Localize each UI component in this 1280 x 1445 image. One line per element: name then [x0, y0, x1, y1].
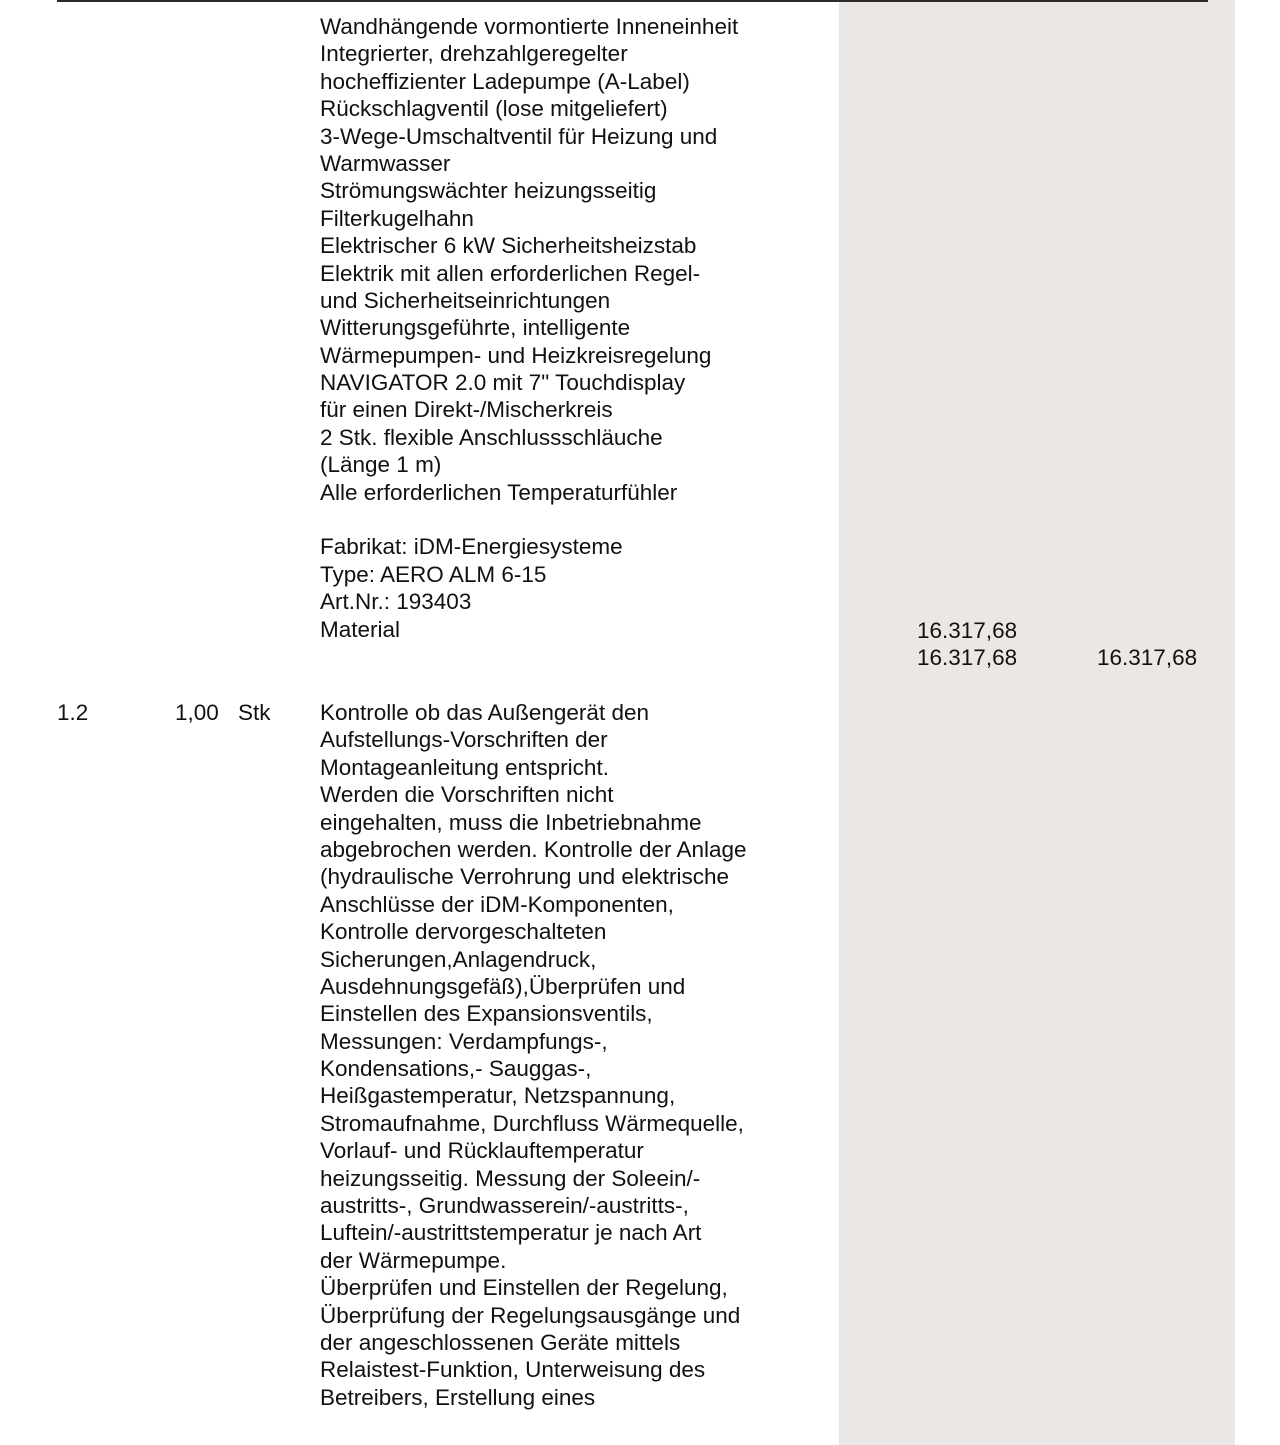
description-line: Integrierter, drehzahlgeregelter [320, 41, 628, 67]
description-line: für einen Direkt-/Mischerkreis [320, 397, 613, 423]
description-line: Rückschlagventil (lose mitgeliefert) [320, 96, 668, 122]
description-line: Warmwasser [320, 150, 451, 176]
description-line: Vorlauf- und Rücklauftemperatur [320, 1138, 644, 1164]
description-line: 3-Wege-Umschaltventil für Heizung und [320, 123, 718, 149]
position-1-1-description [320, 13, 738, 643]
description-line: Elektrik mit allen erforderlichen Regel- [320, 260, 701, 286]
description-line: Strömungswächter heizungsseitig [320, 178, 657, 204]
description-line: Heißgastemperatur, Netzspannung, [320, 1083, 676, 1109]
price-column-shading [839, 0, 1235, 1445]
description-line: Kontrolle dervorgeschalteten [320, 919, 607, 945]
table-top-rule [57, 0, 1208, 2]
description-line: Witterungsgeführte, intelligente [320, 315, 631, 341]
description-line: Wärmepumpen- und Heizkreisregelung [320, 342, 712, 368]
description-line: Überprüfen und Einstellen der Regelung, [320, 1275, 728, 1301]
description-line: Werden die Vorschriften nicht [320, 782, 614, 808]
position-number: 1.2 [57, 700, 89, 725]
description-line: Betreibers, Erstellung eines [320, 1384, 596, 1410]
description-line: Überprüfung der Regelungsausgänge und [320, 1302, 741, 1328]
description-line: Fabrikat: iDM-Energiesysteme [320, 534, 623, 560]
description-line: NAVIGATOR 2.0 mit 7" Touchdisplay [320, 370, 686, 396]
description-line: (Länge 1 m) [320, 452, 442, 478]
description-line: Alle erforderlichen Temperaturfühler [320, 479, 678, 505]
description-line: Stromaufnahme, Durchfluss Wärmequelle, [320, 1110, 744, 1136]
description-line: hocheffizienter Ladepumpe (A-Label) [320, 68, 690, 94]
description-line: Kondensations,- Sauggas-, [320, 1056, 592, 1082]
description-line: der angeschlossenen Geräte mittels [320, 1329, 681, 1355]
description-line: Anschlüsse der iDM-Komponenten, [320, 891, 674, 917]
description-blank-line [320, 506, 738, 533]
unit-price: 16.317,68 [917, 645, 1018, 670]
description-line: Art.Nr.: 193403 [320, 589, 472, 615]
description-line: Wandhängende vormontierte Inneneinheit [320, 14, 739, 39]
total-price: 16.317,68 [1097, 645, 1198, 670]
description-line: Ausdehnungsgefäß),Überprüfen und [320, 973, 686, 999]
material-price: 16.317,68 [917, 618, 1018, 643]
description-line: 2 Stk. flexible Anschlussschläuche [320, 424, 663, 450]
description-line: Luftein/-austrittstemperatur je nach Art [320, 1220, 702, 1246]
description-line: heizungsseitig. Messung der Soleein/- [320, 1165, 701, 1191]
description-line: eingehalten, muss die Inbetriebnahme [320, 809, 702, 835]
description-line: Material [320, 616, 401, 642]
description-line: Sicherungen,Anlagendruck, [320, 946, 597, 972]
description-line: Einstellen des Expansionsventils, [320, 1001, 653, 1027]
description-line: Messungen: Verdampfungs-, [320, 1028, 608, 1054]
description-line: der Wärmepumpe. [320, 1247, 507, 1273]
description-line: (hydraulische Verrohrung und elektrische [320, 864, 729, 890]
description-line: abgebrochen werden. Kontrolle der Anlage [320, 836, 747, 862]
position-unit: Stk [238, 700, 271, 725]
position-1-2-description [320, 699, 747, 1411]
description-line: Aufstellungs-Vorschriften der [320, 727, 608, 753]
description-line: Type: AERO ALM 6-15 [320, 561, 547, 587]
description-line: austritts-, Grundwasserein/-austritts-, [320, 1193, 689, 1219]
description-line: Elektrischer 6 kW Sicherheitsheizstab [320, 233, 697, 259]
description-line: und Sicherheitseinrichtungen [320, 287, 611, 313]
position-quantity: 1,00 [175, 700, 219, 725]
description-line: Kontrolle ob das Außengerät den [320, 700, 649, 725]
description-line: Relaistest-Funktion, Unterweisung des [320, 1357, 706, 1383]
description-line: Filterkugelhahn [320, 205, 474, 231]
description-line: Montageanleitung entspricht. [320, 754, 609, 780]
